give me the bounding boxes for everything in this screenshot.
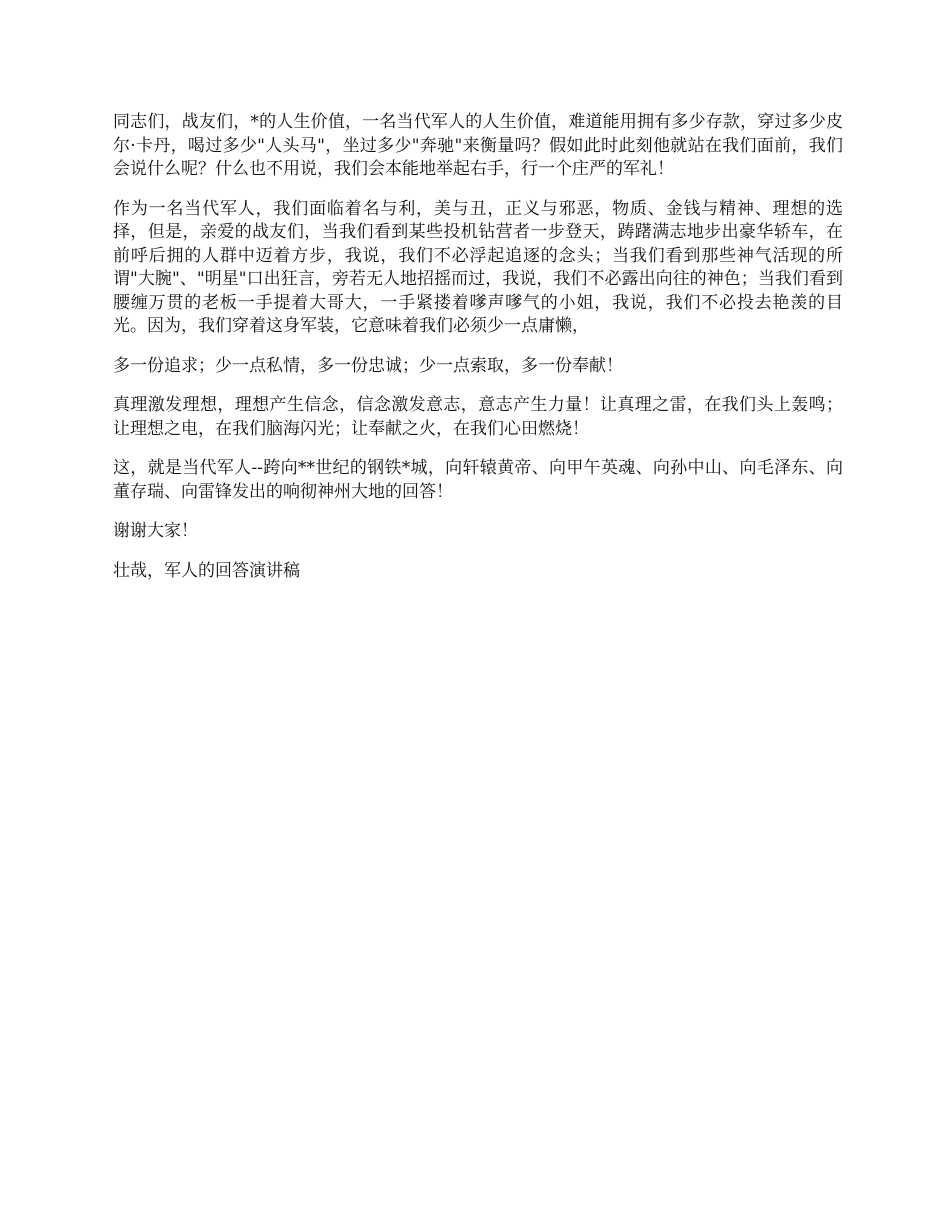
paragraph-1: 同志们，战友们，*的人生价值，一名当代军人的人生价值，难道能用拥有多少存款，穿过多少皮尔·卡丹，喝过多少"人头马"，坐过多少"奔驰"来衡量吗？假如此时此刻他就站在我们面前，我们会说什么呢？什么也不用说，我们会本能地举起右手，行一个庄严的军礼！: [113, 112, 843, 179]
paragraph-4: 真理激发理想，理想产生信念，信念激发意志，意志产生力量！让真理之雷，在我们头上轰鸣；让理想之电，在我们脑海闪光；让奉献之火，在我们心田燃烧！: [113, 395, 843, 439]
paragraph-5: 这，就是当代军人--跨向**世纪的钢铁*城，向轩辕黄帝、向甲午英魂、向孙中山、向毛泽东、向董存瑞、向雷锋发出的响彻神州大地的回答！: [113, 458, 843, 502]
paragraph-7: 壮哉，军人的回答演讲稿: [113, 560, 300, 581]
paragraph-3: 多一份追求；少一点私情，多一份忠诚；少一点索取，多一份奉献！: [113, 355, 623, 376]
document-body: [113, 111, 843, 599]
paragraph-6: 谢谢大家！: [113, 521, 198, 541]
paragraph-2: 作为一名当代军人，我们面临着名与利，美与丑，正义与邪恶，物质、金钱与精神、理想的选择，但是，亲爱的战友们，当我们看到某些投机钻营者一步登天，踌躇满志地步出豪华轿车，在前呼后拥的人群中迈着方步，我说，我们不必浮起追逐的念头；当我们看到那些神气活现的所谓"大腕"、"明星"口出狂言，旁若无人地招摇而过，我说，我们不必露出向往的神色；当我们看到腰缠万贯的老板一手提着大哥大，一手紧搂着嗲声嗲气的小姐，我说，我们不必投去艳羡的目光。因为，我们穿着这身军装，它意味着我们必须少一点庸懒，: [113, 198, 843, 336]
